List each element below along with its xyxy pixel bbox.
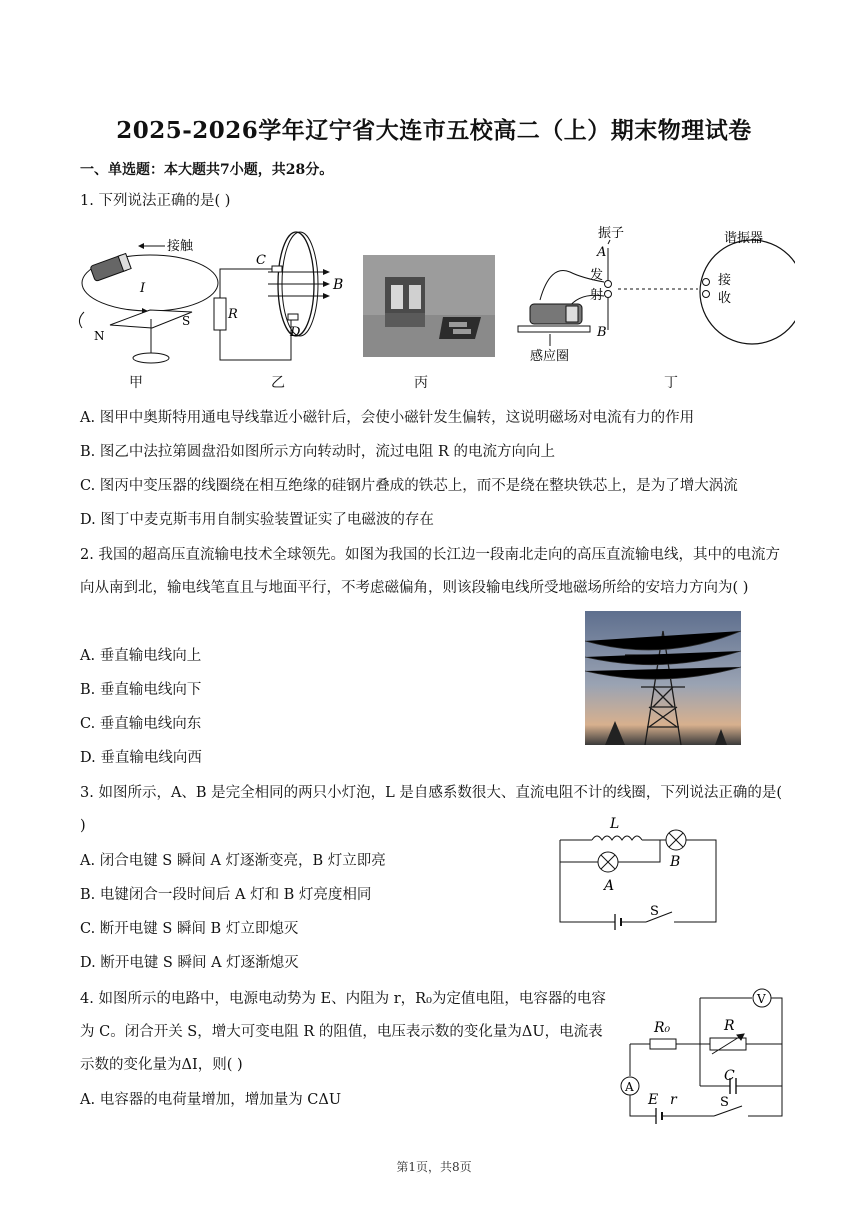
svg-text:I: I	[140, 281, 146, 296]
q2-stem: 2. 我国的超高压直流输电技术全球领先。如图为我国的长江边一段南北走向的高压直流输电线，其中的电流方向从南到北，输电线笔直且与地面平行，不考虑磁偏角，则该段输电线所受地磁场所给的安培力方向为( )	[80, 547, 780, 596]
svg-text:R: R	[228, 307, 238, 322]
figure-jia	[70, 228, 220, 368]
svg-text:D: D	[290, 325, 301, 340]
caption-ding: 丁	[664, 375, 678, 391]
svg-text:B: B	[333, 277, 344, 293]
fig-jia-label-touch: 接触	[167, 239, 194, 254]
figure-bing	[363, 255, 495, 357]
svg-text:S: S	[182, 314, 191, 328]
svg-text:射: 射	[590, 288, 604, 303]
svg-text:A: A	[625, 1080, 634, 1094]
svg-text:谐振器: 谐振器	[724, 231, 764, 246]
figure-q3-circuit	[550, 812, 725, 930]
svg-text:A: A	[597, 245, 607, 260]
svg-text:C: C	[724, 1068, 735, 1084]
q3-option-d[interactable]: D. 断开电键 S 瞬间 A 灯逐渐熄灭	[80, 955, 299, 971]
svg-text:R₀: R₀	[654, 1020, 671, 1036]
q1-stem: 1. 下列说法正确的是( )	[80, 193, 231, 209]
q1-option-b[interactable]: B. 图乙中法拉第圆盘沿如图所示方向转动时，流过电阻 R 的电流方向向上	[80, 444, 556, 460]
svg-text:V: V	[757, 992, 766, 1006]
q1-option-d[interactable]: D. 图丁中麦克斯韦用自制实验装置证实了电磁波的存在	[80, 512, 434, 528]
svg-text:N: N	[94, 329, 105, 343]
q3-stem: 3. 如图所示，A、B 是完全相同的两只小灯泡，L 是自感系数很大、直流电阻不计的线圈，下列说法正确的是( )	[80, 785, 783, 834]
figure-q4-circuit	[612, 988, 792, 1124]
caption-jia: 甲	[129, 375, 143, 391]
svg-text:B: B	[597, 325, 607, 340]
q2-option-b[interactable]: B. 垂直输电线向下	[80, 682, 202, 698]
q3-option-a[interactable]: A. 闭合电键 S 瞬间 A 灯逐渐变亮，B 灯立即亮	[80, 853, 386, 869]
svg-text:接: 接	[718, 273, 732, 288]
svg-text:r: r	[670, 1092, 677, 1108]
figure-power-tower-photo	[585, 611, 741, 745]
svg-text:R: R	[724, 1018, 735, 1034]
q2-option-d[interactable]: D. 垂直输电线向西	[80, 750, 202, 766]
page-title: 2025-2026学年辽宁省大连市五校高二（上）期末物理试卷	[116, 117, 752, 144]
caption-yi: 乙	[271, 375, 285, 391]
q4-option-a[interactable]: A. 电容器的电荷量增加，增加量为 CΔU	[80, 1092, 342, 1108]
svg-text:发: 发	[590, 268, 604, 283]
q1-option-a[interactable]: A. 图甲中奥斯特用通电导线靠近小磁针后，会使小磁针发生偏转，这说明磁场对电流有力的作用	[80, 410, 695, 426]
q3-option-b[interactable]: B. 电键闭合一段时间后 A 灯和 B 灯亮度相同	[80, 887, 372, 903]
svg-text:S: S	[650, 904, 659, 919]
q4-stem: 4. 如图所示的电路中，电源电动势为 E、内阻为 r，R₀为定值电阻，电容器的电容为 C。闭合开关 S，增大可变电阻 R 的阻值，电压表示数的变化量为ΔU，电流表示数的变化量为ΔI，则( )	[80, 991, 606, 1073]
svg-text:C: C	[256, 253, 266, 268]
svg-text:B: B	[670, 854, 681, 870]
q2-option-a[interactable]: A. 垂直输电线向上	[80, 648, 202, 664]
page-footer: 第1页，共8页	[396, 1160, 472, 1174]
caption-bing: 丙	[414, 375, 428, 391]
q2-option-c[interactable]: C. 垂直输电线向东	[80, 716, 202, 732]
section-heading: 一、单选题：本大题共7小题，共28分。	[80, 162, 334, 178]
svg-text:振子: 振子	[598, 226, 625, 241]
q3-option-c[interactable]: C. 断开电键 S 瞬间 B 灯立即熄灭	[80, 921, 299, 937]
svg-text:S: S	[720, 1095, 729, 1110]
svg-text:感应圈: 感应圈	[530, 349, 570, 364]
svg-text:收: 收	[718, 291, 732, 306]
q1-option-c[interactable]: C. 图丙中变压器的线圈绕在相互绝缘的硅钢片叠成的铁芯上，而不是绕在整块铁芯上，是为了增大涡流	[80, 478, 738, 494]
figure-ding	[510, 222, 795, 372]
svg-text:A: A	[604, 878, 615, 894]
svg-text:E: E	[648, 1092, 659, 1108]
svg-text:L: L	[610, 816, 620, 832]
figure-yi	[208, 222, 358, 367]
